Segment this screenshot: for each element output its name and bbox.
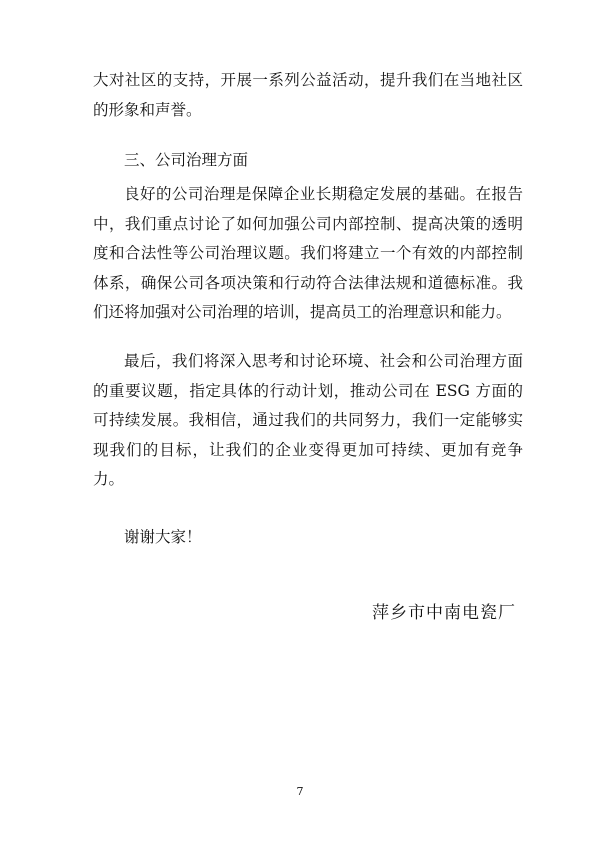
page-number: 7 <box>296 785 304 798</box>
continued-paragraph: 大对社区的支持，开展一系列公益活动，提升我们在当地社区的形象和声誉。 <box>93 71 523 119</box>
thanks-line: 谢谢大家！ <box>124 528 202 546</box>
section-heading: 三、公司治理方面 <box>124 151 249 169</box>
conclusion-paragraph: 最后，我们将深入思考和讨论环境、社会和公司治理方面的重要议题，指定具体的行动计划，推动公司在 ESG 方面的可持续发展。我相信，通过我们的共同努力，我们一定能够实现我们的目标，让我们的企业变得更加可持续、更加有竞争力。 <box>93 352 523 488</box>
governance-paragraph: 良好的公司治理是保障企业长期稳定发展的基础。在报告中，我们重点讨论了如何加强公司内部控制、提高决策的透明度和合法性等公司治理议题。我们将建立一个有效的内部控制体系，确保公司各项决策和行动符合法律法规和道德标准。我们还将加强对公司治理的培训，提高员工的治理意识和能力。 <box>93 185 523 321</box>
company-signature: 萍乡市中南电瓷厂 <box>372 603 516 623</box>
